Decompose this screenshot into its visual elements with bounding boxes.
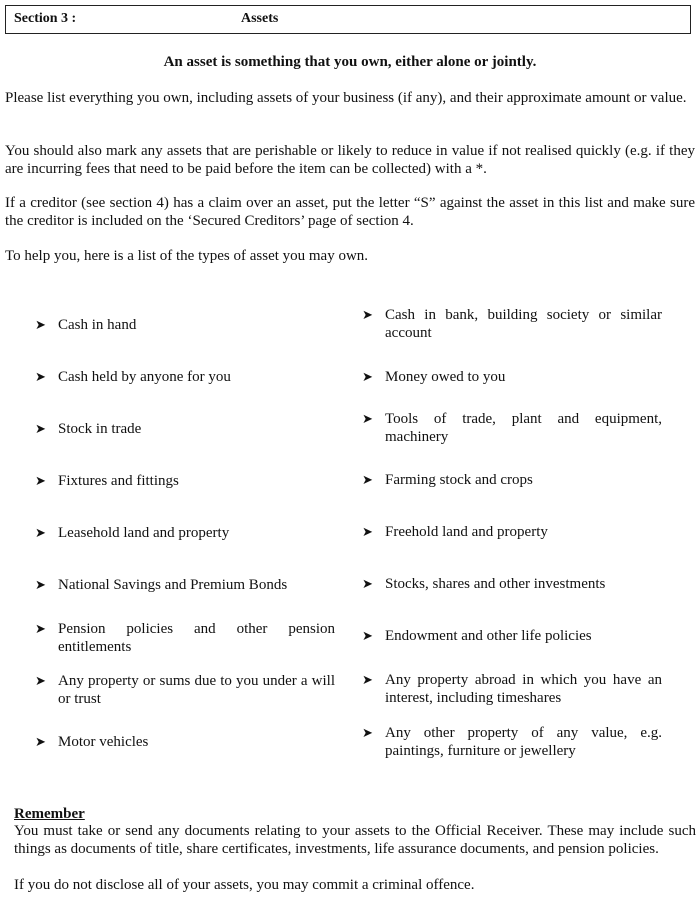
asset-type-item	[362, 306, 662, 342]
arrowhead-bullet-icon: ➤	[35, 525, 46, 540]
arrowhead-bullet-icon: ➤	[362, 725, 373, 740]
asset-type-item	[35, 672, 335, 708]
asset-type-item	[362, 671, 662, 707]
arrowhead-bullet-icon: ➤	[362, 576, 373, 591]
arrowhead-bullet-icon: ➤	[35, 577, 46, 592]
arrowhead-bullet-icon: ➤	[362, 672, 373, 687]
asset-type-label: National Savings and Premium Bonds	[58, 577, 288, 593]
section-header	[5, 5, 691, 34]
instruction-paragraph-secured: If a creditor (see section 4) has a claim over an asset, put the letter “S” against the asset in this list and make sure the creditor is included on the ‘Secured Creditors’ page of section 4.	[5, 195, 695, 229]
arrowhead-bullet-icon: ➤	[362, 307, 373, 322]
asset-type-item	[35, 524, 335, 542]
asset-definition-heading: An asset is something that you own, either alone or jointly.	[163, 54, 537, 70]
instruction-paragraph-help: To help you, here is a list of the types of asset you may own.	[5, 248, 369, 264]
asset-type-label: Any other property of any value, e.g. paintings, furniture or jewellery	[385, 725, 662, 759]
asset-type-label: Fixtures and fittings	[58, 473, 179, 489]
asset-type-label: Motor vehicles	[58, 734, 149, 750]
arrowhead-bullet-icon: ➤	[35, 369, 46, 384]
section-number: Section 3 :	[14, 11, 77, 26]
arrowhead-bullet-icon: ➤	[362, 369, 373, 384]
arrowhead-bullet-icon: ➤	[362, 411, 373, 426]
asset-type-item	[35, 472, 335, 490]
asset-type-item	[362, 523, 662, 541]
asset-type-label: Cash held by anyone for you	[58, 369, 231, 385]
arrowhead-bullet-icon: ➤	[362, 472, 373, 487]
asset-type-label: Any property or sums due to you under a will or trust	[58, 673, 335, 707]
asset-type-item	[35, 316, 335, 334]
arrowhead-bullet-icon: ➤	[35, 621, 46, 636]
instruction-paragraph-perishable: You should also mark any assets that are perishable or likely to reduce in value if not realised quickly (e.g. if they are incurring fees that need to be paid before the item can be collected) with a *.	[5, 143, 695, 177]
arrowhead-bullet-icon: ➤	[35, 734, 46, 749]
arrowhead-bullet-icon: ➤	[35, 473, 46, 488]
asset-type-label: Stocks, shares and other investments	[385, 576, 606, 592]
asset-type-label: Endowment and other life policies	[385, 628, 592, 644]
asset-type-item	[35, 420, 335, 438]
asset-type-label: Freehold land and property	[385, 524, 548, 540]
asset-type-item	[362, 368, 662, 386]
asset-type-label: Money owed to you	[385, 369, 506, 385]
asset-type-item	[362, 575, 662, 593]
asset-type-item	[35, 733, 335, 751]
disclosure-warning: If you do not disclose all of your assets, you may commit a criminal offence.	[14, 877, 475, 893]
arrowhead-bullet-icon: ➤	[35, 421, 46, 436]
asset-type-label: Farming stock and crops	[385, 472, 533, 488]
asset-type-label: Cash in hand	[58, 317, 137, 333]
asset-type-item	[362, 471, 662, 489]
section-title: Assets	[241, 11, 279, 26]
asset-type-label: Pension policies and other pension entitlements	[58, 621, 335, 655]
asset-type-label: Leasehold land and property	[58, 525, 230, 541]
arrowhead-bullet-icon: ➤	[35, 673, 46, 688]
asset-type-item	[35, 368, 335, 386]
asset-type-item	[35, 620, 335, 656]
remember-text: You must take or send any documents relating to your assets to the Official Receiver. These may include such things as documents of title, share certificates, investments, life assurance documents, and pension policies.	[14, 823, 696, 857]
asset-type-label: Cash in bank, building society or similar account	[385, 307, 662, 341]
asset-type-label: Stock in trade	[58, 421, 142, 437]
asset-type-label: Any property abroad in which you have an interest, including timeshares	[385, 672, 662, 706]
asset-type-item	[362, 410, 662, 446]
asset-type-label: Tools of trade, plant and equipment, machinery	[385, 411, 662, 445]
arrowhead-bullet-icon: ➤	[35, 317, 46, 332]
asset-type-item	[362, 627, 662, 645]
asset-type-item	[362, 724, 662, 760]
instruction-paragraph-list: Please list everything you own, including assets of your business (if any), and their approximate amount or value.	[5, 90, 687, 106]
remember-heading: Remember	[14, 806, 85, 822]
arrowhead-bullet-icon: ➤	[362, 628, 373, 643]
asset-type-item	[35, 576, 335, 594]
arrowhead-bullet-icon: ➤	[362, 524, 373, 539]
